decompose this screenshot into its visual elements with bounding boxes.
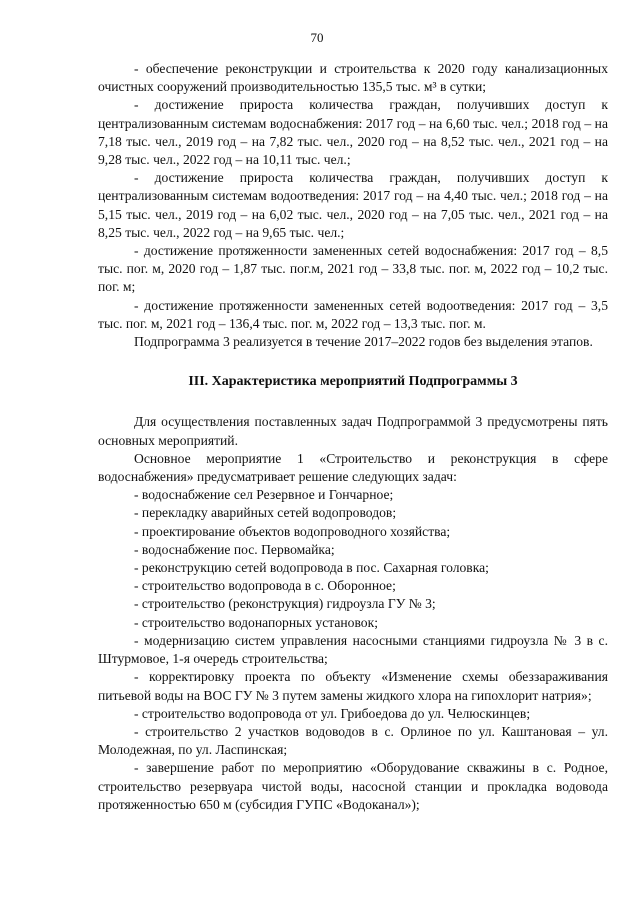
list-item: - завершение работ по мероприятию «Оборудование скважины в с. Родное, строительство резервуара чистой воды, насосной станции и прокладка водовода протяженностью 650 м (субсидия ГУПС «Водоканал»);: [98, 760, 608, 812]
paragraph-water-supply-access: - достижение прироста количества граждан, получивших доступ к централизованным системам водоснабжения: 2017 год – на 6,60 тыс. чел.; 2018 год – на 7,18 тыс. чел., 2019 год – на 7,82 тыс. чел., 2020 год – на 8,52 тыс. чел., 2021 год – на 9,28 тыс. чел., 2022 год – на 10,11 тыс. чел.;: [98, 97, 608, 168]
paragraph-implementation-period: Подпрограмма 3 реализуется в течение 2017–2022 годов без выделения этапов.: [134, 334, 593, 350]
paragraph-sewerage-access: - достижение прироста количества граждан, получивших доступ к централизованным системам водоотведения: 2017 год – на 4,40 тыс. чел.; 2018 год – на 5,15 тыс. чел., 2019 год – на 6,02 тыс. чел., 2020 год – на 7,05 тыс. чел., 2021 год – на 8,25 тыс. чел., 2022 год – на 9,65 тыс. чел.;: [98, 170, 608, 240]
list-item: - строительство (реконструкция) гидроузла ГУ № 3;: [134, 596, 436, 612]
list-item: - проектирование объектов водопроводного хозяйства;: [134, 523, 451, 539]
paragraph-wastewater-plants: - обеспечение реконструкции и строительства к 2020 году канализационных очистных сооружений производительностью 135,5 тыс. м³ в сутки;: [98, 61, 608, 95]
list-item: - перекладку аварийных сетей водопроводов;: [134, 505, 397, 521]
list-item: - строительство водонапорных установок;: [134, 614, 378, 630]
list-item: - строительство водопровода от ул. Грибоедова до ул. Челюскинцев;: [134, 705, 531, 721]
list-item: - водоснабжение сел Резервное и Гончарное;: [134, 487, 394, 503]
paragraph-intro: Для осуществления поставленных задач Подпрограммой 3 предусмотрены пять основных мероприятий.: [98, 414, 608, 448]
list-item: - корректировку проекта по объекту «Изменение схемы обеззараживания питьевой воды на ВОС ГУ № 3 путем замены жидкого хлора на гипохлорит натрия»;: [98, 669, 608, 703]
paragraph-sewer-network-replacement: - достижение протяженности замененных сетей водоотведения: 2017 год – 3,5 тыс. пог. м, 2021 год – 136,4 тыс. пог. м, 2022 год – 13,3 тыс. пог. м.: [98, 297, 608, 331]
list-item: - строительство 2 участков водоводов в с. Орлиное по ул. Каштановая – ул. Молодежная, по ул. Ласпинская;: [98, 723, 608, 758]
paragraph-main-activity-1: Основное мероприятие 1 «Строительство и реконструкция в сфере водоснабжения» предусматривает решение следующих задач:: [98, 450, 608, 485]
paragraph-water-network-replacement: - достижение протяженности замененных сетей водоснабжения: 2017 год – 8,5 тыс. пог. м, 2020 год – 1,87 тыс. пог.м, 2021 год – 33,8 тыс. пог. м, 2022 год – 10,2 тыс. пог. м;: [98, 243, 608, 295]
list-item: - реконструкцию сетей водопровода в пос. Сахарная головка;: [134, 560, 489, 576]
page-number: 70: [310, 30, 324, 45]
list-item: - строительство водопровода в с. Оборонное;: [134, 578, 396, 594]
section-heading: III. Характеристика мероприятий Подпрограммы 3: [188, 374, 518, 390]
list-item: - модернизацию систем управления насосными станциями гидроузла № 3 в с. Штурмовое, 1-я очередь строительства;: [98, 632, 608, 667]
document-body: [98, 60, 608, 814]
list-item: - водоснабжение пос. Первомайка;: [134, 541, 335, 557]
